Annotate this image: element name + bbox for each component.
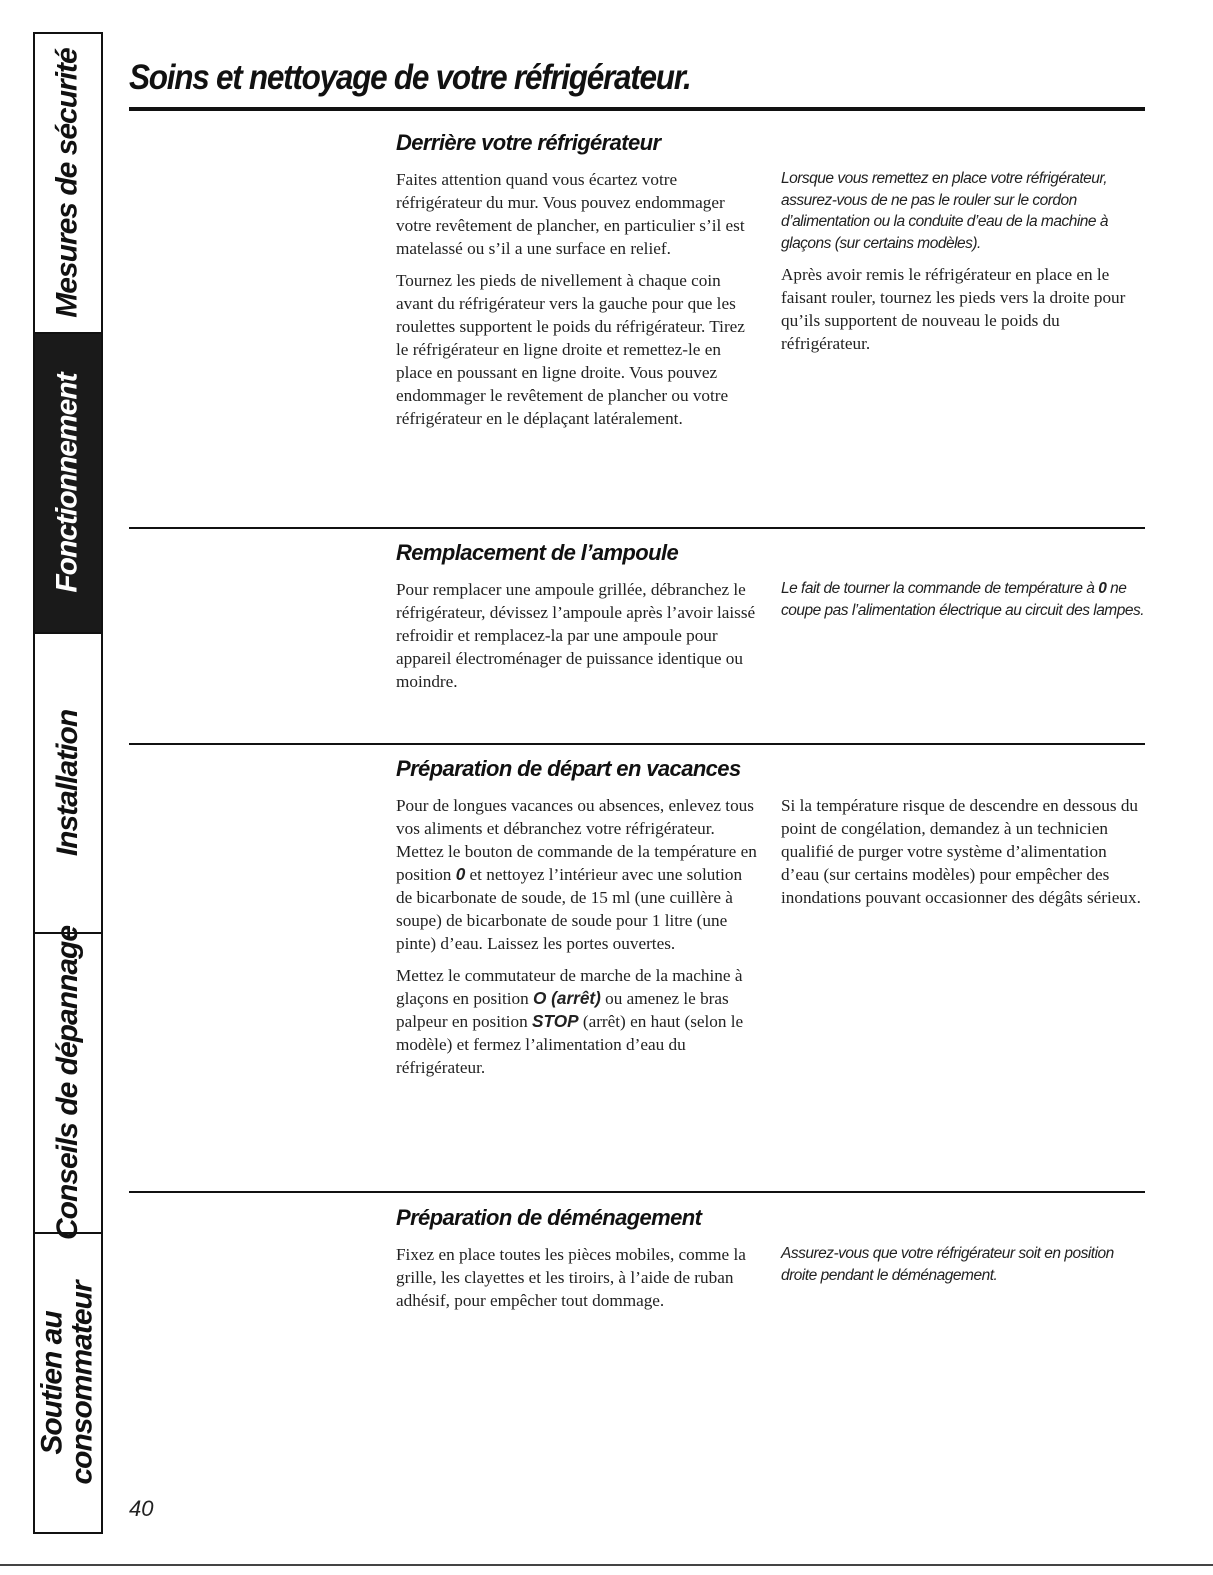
- section-columns: [396, 1243, 1156, 1321]
- paragraph-text: Si la température risque de descendre en dessous du point de congélation, demandez à un technicien qualifié de purger votre système d’alimentation d’eau (sur certains modèles) pour empêcher des inondations pouvant occasionner des dégâts sérieux.: [781, 796, 1141, 907]
- tab-label: Fonctionnement: [51, 373, 85, 593]
- body-paragraph: [781, 263, 1146, 355]
- right-column: [781, 1243, 1146, 1321]
- section-divider: [129, 743, 1145, 745]
- tab-soutien-au-consommateur[interactable]: [35, 1234, 101, 1532]
- note-paragraph: [781, 578, 1146, 621]
- paragraph-text: Après avoir remis le réfrigérateur en place en le faisant rouler, tournez les pieds vers la droite pour qu’ils supportent de nouveau le poids du réfrigérateur.: [781, 265, 1126, 353]
- body-paragraph: [396, 269, 761, 430]
- tab-conseils-de-depannage[interactable]: [35, 925, 101, 1241]
- paragraph-text: et nettoyez l’intérieur avec une solution de bicarbonate de soude, de 15 ml (une cuillère à soupe) de bicarbonate de soude pour 1 litre (une pinte) d’eau. Laissez les portes ouvertes.: [396, 865, 743, 953]
- body-paragraph: [396, 964, 761, 1079]
- tab-label: Installation: [51, 709, 85, 857]
- right-column: [781, 578, 1146, 702]
- section-derriere: [396, 130, 1156, 439]
- note-paragraph: [781, 1243, 1146, 1286]
- section-demenagement: [396, 1205, 1156, 1321]
- body-paragraph: [781, 794, 1146, 909]
- left-column: [396, 1243, 761, 1321]
- section-divider: [129, 1191, 1145, 1193]
- body-paragraph: [396, 578, 761, 693]
- emphasis-text: 0: [455, 864, 466, 884]
- page-number: 40: [129, 1496, 154, 1521]
- section-columns: [396, 794, 1156, 1088]
- body-paragraph: [396, 1243, 761, 1312]
- paragraph-text: Tournez les pieds de nivellement à chaque coin avant du réfrigérateur vers la gauche pour que les roulettes supportent le poids du réfrigérateur. Tirez le réfrigérateur en ligne droite et remettez-le en place en poussant en ligne droite. Vous pouvez endommager le revêtement de plancher ou votre réfrigérateur en le déplaçant latéralement.: [396, 271, 745, 428]
- paragraph-text: ne coupe pas l’alimentation électrique au circuit des lampes.: [781, 580, 1145, 619]
- paragraph-text: Lorsque vous remettez en place votre réfrigérateur, assurez-vous de ne pas le rouler sur le cordon d’alimentation ou la conduite d’eau de la machine à glaçons (sur certains modèles).: [781, 170, 1108, 252]
- tab-mesures-de-securite[interactable]: [35, 34, 101, 334]
- paragraph-text: ou amenez le bras palpeur en position: [396, 989, 729, 1031]
- section-vacances: [396, 756, 1156, 1088]
- section-columns: [396, 168, 1156, 439]
- paragraph-text: Assurez-vous que votre réfrigérateur soit en position droite pendant le déménagement.: [781, 1245, 1114, 1284]
- right-column: [781, 794, 1146, 1088]
- left-column: [396, 578, 761, 702]
- tab-label: Soutien au consommateur: [36, 1281, 99, 1485]
- title-divider: [129, 107, 1145, 111]
- section-ampoule: [396, 540, 1156, 702]
- section-divider: [129, 527, 1145, 529]
- note-paragraph: [781, 168, 1146, 254]
- section-heading: Préparation de déménagement: [396, 1205, 702, 1230]
- paragraph-text: Le fait de tourner la commande de température à: [781, 580, 1099, 597]
- paragraph-text: Faites attention quand vous écartez votre réfrigérateur du mur. Vous pouvez endommager votre revêtement de plancher, en particulier s’il est matelassé ou s’il a une surface en relief.: [396, 170, 745, 258]
- section-columns: [396, 578, 1156, 702]
- page-title: Soins et nettoyage de votre réfrigérateur.: [129, 58, 691, 97]
- left-column: [396, 794, 761, 1088]
- tab-fonctionnement[interactable]: [35, 334, 101, 634]
- section-heading: Remplacement de l’ampoule: [396, 540, 679, 565]
- tab-label: Conseils de dépannage: [51, 925, 84, 1241]
- paragraph-text: Fixez en place toutes les pièces mobiles, comme la grille, les clayettes et les tiroirs, à l’aide de ruban adhésif, pour empêcher tout dommage.: [396, 1245, 746, 1310]
- body-paragraph: [396, 168, 761, 260]
- emphasis-text: 0: [1098, 580, 1107, 597]
- body-paragraph: [396, 794, 761, 955]
- left-column: [396, 168, 761, 439]
- section-heading: Préparation de départ en vacances: [396, 756, 741, 781]
- paragraph-text: Pour de longues vacances ou absences, enlevez tous vos aliments et débranchez votre réfrigérateur. Mettez le bouton de commande de la température en position: [396, 796, 757, 884]
- tab-installation[interactable]: [35, 634, 101, 934]
- tab-label: Mesures de sécurité: [51, 48, 85, 318]
- right-column: [781, 168, 1146, 439]
- paragraph-text: (arrêt) en haut (selon le modèle) et fermez l’alimentation d’eau du réfrigérateur.: [396, 1012, 744, 1077]
- bottom-edge-line: [0, 1564, 1213, 1566]
- section-tabs: [33, 32, 103, 1534]
- paragraph-text: Mettez le commutateur de marche de la machine à glaçons en position: [396, 966, 743, 1008]
- section-heading: Derrière votre réfrigérateur: [396, 130, 661, 155]
- emphasis-text: STOP: [532, 1011, 579, 1031]
- emphasis-text: O (arrêt): [533, 988, 601, 1008]
- paragraph-text: Pour remplacer une ampoule grillée, débranchez le réfrigérateur, dévissez l’ampoule après l’avoir laissé refroidir et remplacez-la par une ampoule pour appareil électroménager de puissance identique ou moindre.: [396, 580, 756, 691]
